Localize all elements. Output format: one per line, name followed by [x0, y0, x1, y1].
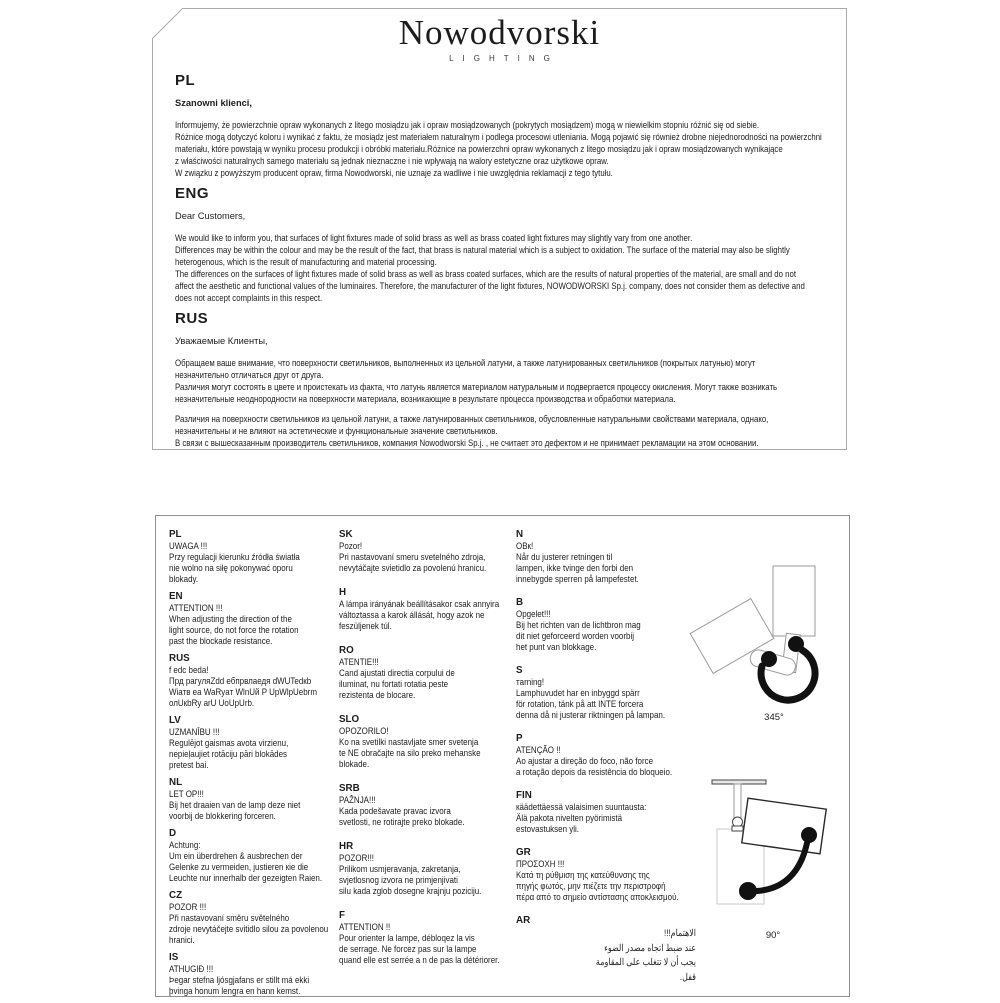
language-code: RO [339, 645, 354, 656]
paragraph-eng [175, 232, 837, 304]
warning-line: rezistenta de blocare. [339, 690, 416, 701]
notice-section-rus [175, 310, 837, 449]
section-heading-pl: PL [175, 72, 196, 89]
warning-line: a rotação depois da resistência do bloqueio. [516, 767, 673, 778]
warning-line: zdroje nevytáčejte svitidlo silou za povolenou [169, 924, 329, 935]
paragraph-pl [175, 119, 837, 179]
lang-section-b [516, 597, 696, 653]
lang-section-ar [516, 915, 696, 985]
warning-line: POZOR !!! [169, 902, 207, 913]
warning-line: Leuchte nur innerhalb der gezeigten Raien. [169, 873, 323, 884]
lang-section-sk [339, 529, 511, 574]
warning-line: estovastuksen yli. [516, 824, 579, 835]
warning-line: denna då ni justerar riktningen på lampan. [516, 710, 666, 721]
salutation-eng: Dear Customers, [175, 211, 246, 221]
paragraph-line: незначительные неоднородности на поверхности материала, возникающие в результате процесса производства и обработки материала. [175, 394, 676, 404]
warning-line: Wiатв ea WaRyaт WlnUй P UpWlpUebrm [169, 687, 317, 698]
paragraph-line: W związku z powyższym producent opraw, firma Nowodworski, nie uznaje za wadliwe i nie uwzględnia reklamacji z tego tytułu. [175, 168, 613, 178]
warning-line: Gelenke zu vermeiden, justieren кie die [169, 862, 309, 873]
warning-line: Κατά τη ρύθμιση της κατεύθυνσης της [516, 870, 650, 881]
language-code: RUS [169, 653, 190, 664]
warning-line: f edc beda! [169, 665, 209, 676]
swivel-dot-lower [739, 882, 757, 900]
warning-column-3 [516, 529, 696, 997]
warning-line: te NE obračajte na silo preko mehanske [339, 748, 481, 759]
warning-line: dit niet geforceerd worden voorbij [516, 631, 634, 642]
warning-line: Þegar stefna ljósgjafans er stillt má ekki [169, 975, 310, 986]
paragraph-line: materiału, które powstają w wyniku procesu produkcji i obróbki materiału.Różnice na powierzchni opraw wykonanych z litego mosiądzu jak i opraw mosiądzowanych wynikające [175, 144, 783, 154]
swivel-angle-label: 90° [765, 930, 781, 941]
warning-line: POZOR!!! [339, 853, 375, 864]
rotation-angle-label: 345° [764, 712, 784, 723]
paragraph-line: z właściwości naturalnych samego materiału są jednak nieznaczne i nie wpływają na walory estetyczne oraz użytkowe opraw. [175, 156, 609, 166]
paragraph-line: В связи с вышесказанным производитель светильников, компания Nowodworski Sp.j. , не считает это дефектом и не принимает рекламации на этом основании. [175, 438, 759, 448]
language-code: NL [169, 777, 183, 788]
language-code: CZ [169, 890, 183, 901]
warning-line: nie wolno na siłę pokonywać oporu [169, 563, 293, 574]
warning-line: de serrage. Ne forcez pas sur la lampe [339, 944, 477, 955]
warning-column-2 [339, 529, 511, 979]
warning-line: Når du justerer retningen til [516, 552, 613, 563]
warning-line: OBк! [516, 541, 534, 552]
language-code: F [339, 910, 345, 921]
warning-line: Ao ajustar a direção do foco, não force [516, 756, 654, 767]
paragraph-line: does not accept complaints in this respect. [175, 293, 323, 303]
warning-line: قفل. [679, 971, 696, 983]
warning-line: ATENTIE!!! [339, 657, 379, 668]
notice-body [175, 72, 837, 455]
warning-line: LET OP!!! [169, 789, 204, 800]
paragraph-line: We would like to inform you, that surfaces of light fixtures made of solid brass as well as brass coated light fixtures may slightly vary from one another. [175, 233, 693, 243]
lang-section-rus [169, 653, 327, 709]
warning-line: light source, do not force the rotation [169, 625, 299, 636]
language-code: SLO [339, 714, 360, 725]
warning-line: OPOZORILO! [339, 726, 389, 737]
lang-section-f [339, 910, 511, 966]
warning-line: svetlosti, ne rotirajte preko blokade. [339, 817, 465, 828]
warning-line: When adjusting the direction of the [169, 614, 292, 625]
lang-section-pl [169, 529, 327, 585]
language-code: D [169, 828, 177, 839]
warning-line: Regulējot gaismas avota virzienu, [169, 738, 289, 749]
warning-line: voorbij de blokkering forceren. [169, 811, 276, 822]
mount-stem [734, 784, 741, 818]
rotation-diagram-90 [676, 766, 836, 956]
section-heading-eng: ENG [175, 185, 210, 202]
warning-line: þvinga honum lengra en hann kemst. [169, 986, 301, 997]
warning-line: feszüljenek túl. [339, 621, 392, 632]
language-code: HR [339, 841, 354, 852]
lamp-head-swiveled [742, 798, 826, 854]
warning-line: ATENÇÃO !! [516, 745, 561, 756]
lang-section-fin [516, 790, 696, 835]
language-code: PL [169, 529, 182, 540]
warning-line: hranici. [169, 935, 195, 946]
warning-line: Ko na svetilki nastavljate smer svetenja [339, 737, 479, 748]
warning-line: svjetlosnog izvora ne primjenjivati [339, 875, 458, 886]
warning-line: nevytáčajte svietidlo za povolenú hranicu. [339, 563, 487, 574]
paragraph-line: незначительны и не влияют на эстетические и функциональные значение светильников. [175, 426, 498, 436]
warning-line: Cand ajustati directia corpului de [339, 668, 455, 679]
lang-section-nl [169, 777, 327, 822]
warning-line: ΠΡΟΣΟΧΗ !!! [516, 859, 565, 870]
warning-line: Pozor! [339, 541, 363, 552]
warning-line: för rotation, tänk på att INTE forcera [516, 699, 644, 710]
warning-line: ATTENTION !!! [169, 603, 223, 614]
warning-line: Prilikom usmjeravanja, zakretanja, [339, 864, 461, 875]
warning-line: πέρα από το σημείο αντίστασης αποκλεισμού. [516, 892, 679, 903]
warning-line: változtassa a karok állását, hogy azok ne [339, 610, 485, 621]
language-code: IS [169, 952, 179, 963]
section-heading-rus: RUS [175, 310, 209, 327]
warning-line: тarning! [516, 677, 545, 688]
paragraph-line: Informujemy, że powierzchnie opraw wykonanych z litego mosiądzu jak i opraw mosiądzowanych (pokrytych mosiądzem) mogą w niewielkim stopniu różnić się od siebie. [175, 120, 760, 130]
pivot-dot-upper [788, 636, 804, 652]
warning-line: UZMANĪBU !!! [169, 727, 220, 738]
lang-section-d [169, 828, 327, 884]
warning-line: Przy regulacji kierunku źródła światła [169, 552, 300, 563]
ceiling-mount-bar [712, 780, 766, 784]
paragraph-line: The differences on the surfaces of light fixtures made of solid brass as well as brass coated surfaces, which are the results of natural properties of the material, are small and do not [175, 269, 797, 279]
language-code: S [516, 665, 523, 676]
logo-wordmark: Nowodvorski [398, 13, 601, 52]
language-code: FIN [516, 790, 532, 801]
paragraph-line: Различия на поверхности светильников из цельной латуни, а также латунированных светильников, обусловленные натуральными свойствами материала, однако, [175, 414, 769, 424]
paragraph-line: Обращаем ваше внимание, что поверхности светильников, выполненных из цельной латуни, а также латунированных светильников (покрытых латунью) могут [175, 358, 756, 368]
warning-line: Прд рагуляZdd ебпрвлаедя dWUTedкb [169, 676, 312, 687]
salutation-rus: Уважаемые Клиенты, [175, 336, 268, 346]
warning-line: blokady. [169, 574, 199, 585]
language-code: EN [169, 591, 183, 602]
warning-line: Achtung: [169, 840, 201, 851]
warning-line: Opgelet!!! [516, 609, 551, 620]
paragraph-line: heterogenous, which is the result of manufacturing and material processing. [175, 257, 437, 267]
lang-section-gr [516, 847, 696, 903]
warning-line: кäädettäessä valaisimen suuntausta: [516, 802, 647, 813]
paragraph-line: affect the aesthetic and functional values of the luminaires. Therefore, the manufacturer of the light fixtures, NOWODWORSKI Sp.j. company, does not consider them as defective and [175, 281, 805, 291]
warning-line: ATHUGIÐ !!! [169, 964, 214, 975]
language-code: SRB [339, 783, 360, 794]
warning-line: nepieļaujiet rotāciju pāri blokādes [169, 749, 288, 760]
brand-logo [152, 15, 847, 63]
lang-section-is [169, 952, 327, 997]
joint-bracket [732, 826, 743, 831]
warning-line: blokade. [339, 759, 370, 770]
warning-column-1 [169, 529, 327, 1003]
language-code: SK [339, 529, 353, 540]
swivel-dot-upper [801, 827, 817, 843]
warning-line: A lámpa irányának beállításakor csak annyira [339, 599, 500, 610]
lang-section-hr [339, 841, 511, 897]
warning-line: Älä pakota nivelten pyörimistä [516, 813, 623, 824]
language-code: N [516, 529, 524, 540]
paragraph-line: незначительно отличаться друг от друга. [175, 370, 324, 380]
warning-line: PAŽNJA!!! [339, 795, 376, 806]
paragraph-line: Differences may be within the colour and may be the result of the fact, that brass is natural material which is a subject to oxidation. The surface of the material may also be slightly [175, 245, 790, 255]
paragraph-line: Различия могут состоять в цвете и проистекать из факта, что латунь является материалом натуральным и подвергается процессу окисления. Могут также возникать [175, 382, 778, 392]
lamp-body-upright [773, 566, 815, 636]
logo-subtitle: LIGHTING [449, 53, 559, 63]
notice-section-pl [175, 72, 837, 179]
notice-page [152, 8, 847, 450]
warning-line: Bij het richten van de lichtbron mag [516, 620, 641, 631]
lang-section-n [516, 529, 696, 585]
warning-line: silu kada zglob dosegne krajnju poziciju. [339, 886, 482, 897]
language-code: GR [516, 847, 531, 858]
warning-line: Při nastavovaní směru světelného [169, 913, 290, 924]
warning-line: lampen, ikke tvinge den forbi den [516, 563, 634, 574]
lang-section-cz [169, 890, 327, 946]
lang-section-ro [339, 645, 511, 701]
warning-line: ATTENTION !! [339, 922, 391, 933]
lang-section-lv [169, 715, 327, 771]
paragraph-line: Różnice mogą dotyczyć koloru i wynikać z faktu, że mosiądz jest materiałem naturalnym i podlega procesowi utleniania. Mogą pojawić się również drobne niejednorodności na powierzchni [175, 132, 822, 142]
lang-section-slo [339, 714, 511, 770]
pivot-dot-lower [761, 651, 777, 667]
warning-line: het punt van blokkage. [516, 642, 597, 653]
language-code: H [339, 587, 347, 598]
language-code: AR [516, 915, 531, 926]
lang-section-s [516, 665, 696, 721]
language-code: B [516, 597, 524, 608]
warning-line: Kada podešavate pravac izvora [339, 806, 451, 817]
warning-line: олUкbRy arU UoUpUrb. [169, 698, 255, 709]
warning-line: عند ضبط اتجاه مصدر الضوء [604, 942, 696, 954]
warning-line: πηγής φωτός, μην πιέζετε την περιστροφή [516, 881, 666, 892]
warning-page [155, 515, 850, 997]
paragraph-rus [175, 357, 837, 449]
warning-line: Lamphuvudet har en inbyggd spärr [516, 688, 640, 699]
salutation-pl: Szanowni klienci, [175, 98, 252, 108]
lang-section-en [169, 591, 327, 647]
lang-section-p [516, 733, 696, 778]
notice-section-eng [175, 185, 837, 304]
language-code: P [516, 733, 523, 744]
warning-line: quand elle est serrée a n de pas la détériorer. [339, 955, 500, 966]
lang-section-srb [339, 783, 511, 828]
warning-line: past the blockade resistance. [169, 636, 273, 647]
language-code: LV [169, 715, 181, 726]
lang-section-h [339, 587, 511, 632]
warning-line: Pri nastavovaní smeru svetelného zdroja, [339, 552, 486, 563]
paragraph-line [175, 405, 731, 413]
warning-line: الاهتمام!!! [663, 928, 696, 939]
warning-line: Pour orienter la lampe, débloqez la vis [339, 933, 475, 944]
warning-line: Bij het draaien van de lamp deze niet [169, 800, 301, 811]
warning-line: يجب أن لا تتغلب على المقاومة [595, 957, 696, 969]
warning-line: Um ein überdrehen & ausbrechen der [169, 851, 303, 862]
warning-line: pretest bai. [169, 760, 209, 771]
rotation-diagram-345 [676, 556, 836, 726]
warning-line: iluminat, nu fortati rotatia peste [339, 679, 449, 690]
warning-line: innebygde sperren på lampefestet. [516, 574, 639, 585]
warning-line: UWAGA !!! [169, 541, 208, 552]
